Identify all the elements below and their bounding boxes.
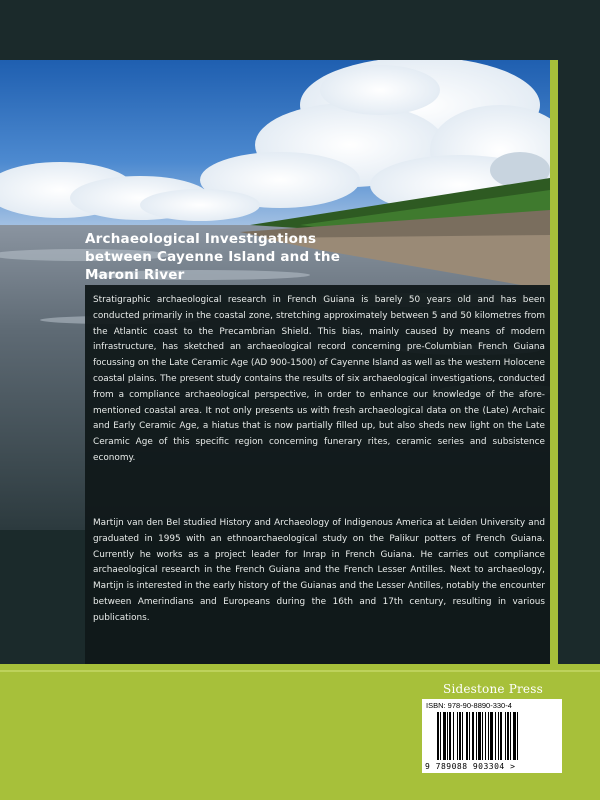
- accent-stripe: [550, 60, 558, 664]
- barcode-digits: 9 789088 903304 >: [425, 762, 516, 771]
- footer-divider: [0, 670, 600, 672]
- barcode-icon: [437, 712, 555, 760]
- isbn-label: ISBN: 978-90-8890-330-4: [426, 701, 512, 710]
- publisher-name: Sidestone Press: [443, 682, 543, 696]
- author-bio: Martijn van den Bel studied History and Archaeology of Indigenous America at Leiden University and graduated in 1995 with an ethnoarchaeological study on the Palikur potters of French Guiana. Currently he works as a project leader for Inrap in French Guiana. He carries out compliance archaeological research in the French Guiana and the French Lesser Antilles. Next to archaeology, Martijn is interested in the early history of the Guianas and the Lesser Antilles, notably the encounter between Amerindians and Europeans during the 16th and 17th century, resulting in various publications.: [93, 518, 545, 623]
- book-title: Archaeological Investigations between Cayenne Island and the Maroni River: [85, 231, 341, 283]
- book-description: Stratigraphic archaeological research in French Guiana is barely 50 years old and has been conducted primarily in the coastal zone, stretching approximately between 5 and 50 kilometres from the Atlantic coast to the Precambrian Shield. This bias, mainly caused by means of modern infrastructure, has sketched an archaeological record concerning pre-Columbian French Guiana focussing on the Late Ceramic Age (AD 900-1500) of Cayenne Island as well as the western Holocene coastal plains. The present study contains the results of six archaeological investigations, conducted from a compliance archaeological perspective, in order to enhance our knowledge of the afore-mentioned coastal area. It not only presents us with fresh archaeological data on the (Late) Archaic and Early Ceramic Age, a hiatus that is now partially filled up, but also sheds new light on the Late Ceramic Age of this specific region concerning funerary rites, ceramic series and subsistence economy.: [93, 295, 545, 463]
